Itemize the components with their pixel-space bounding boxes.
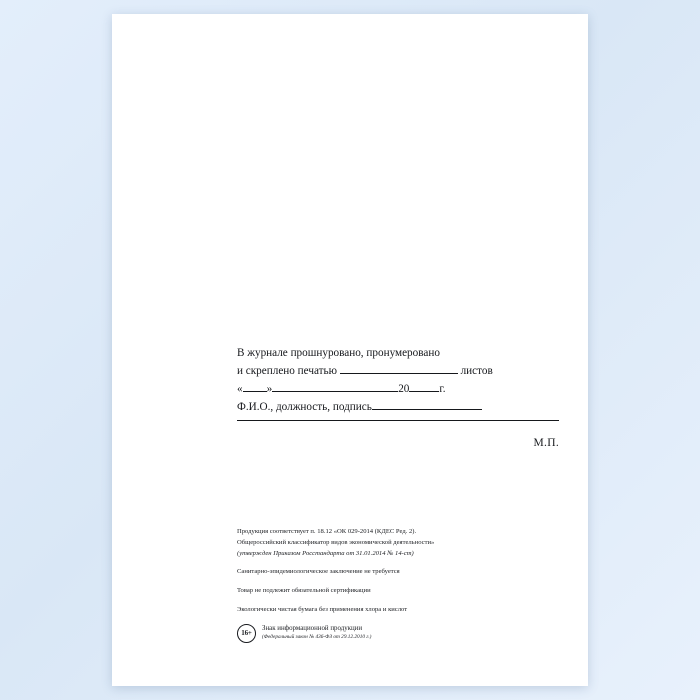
- certification-notice: Товар не подлежит обязательной сертификации: [237, 587, 371, 594]
- age-mark-law: (Федеральный закон № 436-ФЗ от 29.12.2010 г.): [262, 634, 372, 641]
- document-page: [112, 14, 588, 686]
- ecology-notice: Экологически чистая бумага без применения хлора и кислот: [237, 605, 408, 613]
- conformity-line-1: Продукция соответствует п. 18.12 «ОК 029-2014 (КДЕС Ред. 2).: [237, 528, 417, 535]
- stamp-line-1: [237, 346, 567, 362]
- signature-rule: [237, 420, 559, 421]
- conformity-line-3: (утвержден Приказом Росстандарта от 31.01.2014 № 14-ст): [237, 549, 414, 557]
- sheets-count-blank[interactable]: [340, 362, 458, 374]
- stamp-line-2-prefix: и скреплено печатью: [237, 364, 337, 377]
- year-suffix: г.: [439, 382, 446, 395]
- signature-label: Ф.И.О., должность, подпись: [237, 400, 372, 413]
- legal-notice-block: [237, 527, 567, 643]
- age-rating-icon: 16+: [237, 624, 256, 643]
- month-blank[interactable]: [272, 380, 398, 392]
- age-mark-title: Знак информационной продукции: [262, 624, 363, 632]
- stamp-line-3-date: [237, 380, 567, 398]
- conformity-line-2: Общероссийский классификатор видов экономической деятельности»: [237, 538, 435, 546]
- quote-close: »: [266, 382, 273, 395]
- age-mark-row: [237, 624, 567, 643]
- binding-stamp-block: [237, 346, 567, 451]
- year-blank[interactable]: [409, 380, 439, 392]
- stamp-line-1-text: В журнале прошнуровано, пронумеровано: [237, 347, 440, 359]
- stamp-line-4-signature: [237, 398, 567, 416]
- day-blank[interactable]: [243, 380, 267, 392]
- signature-blank[interactable]: [372, 398, 482, 410]
- quote-open: «: [237, 382, 243, 395]
- stamp-line-2: [237, 362, 567, 380]
- stamp-line-2-suffix: листов: [460, 364, 493, 377]
- sanitary-notice: Санитарно-эпидемиологическое заключение не требуется: [237, 568, 400, 576]
- seal-place-label: М.П.: [533, 436, 559, 449]
- year-prefix: 20: [398, 382, 410, 395]
- age-mark-text: [262, 624, 371, 642]
